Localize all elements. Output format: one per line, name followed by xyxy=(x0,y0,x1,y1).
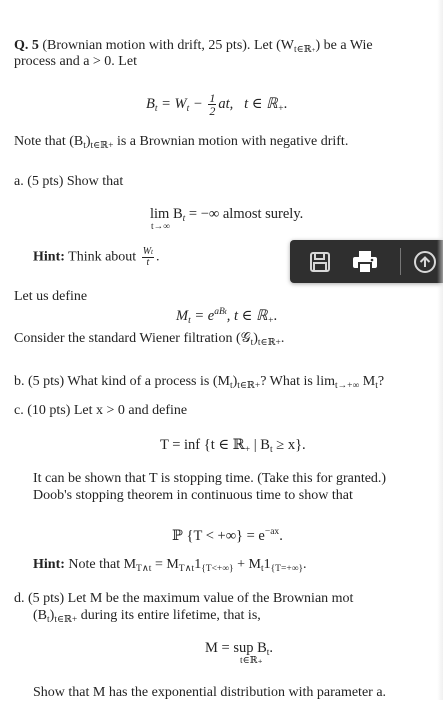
question-heading: Q. 5 (Brownian motion with drift, 25 pts). Let $(W_{t\in ℝ+})$ be a Wie xyxy=(14,38,373,55)
part-c-hint: Hint: Note that $M_{T\wedge t} = M_{T\wedge t}1_{\{T<+\infty\}} + M_t1_{\{T=+\infty\}}$. xyxy=(33,557,307,574)
fraction-one-half: $\frac{1}{2}$ xyxy=(209,91,216,118)
print-icon xyxy=(352,250,378,274)
limit-subscript: t→∞ xyxy=(151,222,170,232)
part-c-line2: Doob's stopping theorem in continuous time to show that xyxy=(33,488,353,503)
equation-t-def: T = inf {t ∈ ℝ$_+$ | $B_t \ge x$}. xyxy=(160,437,306,455)
question-line-2: process and a > 0. Let xyxy=(14,54,137,69)
filtration-line: Consider the standard Wiener filtration $(𝒢_t)_{t\in ℝ+}$. xyxy=(14,331,285,348)
part-d-line1: d. (5 pts) Let M be the maximum value of the Brownian mot xyxy=(14,591,354,606)
equation-sup: M = sup $B_t$. xyxy=(205,640,274,658)
print-button[interactable] xyxy=(347,240,383,283)
note-line: Note that $(B_t)_{t\in ℝ+}$ is a Brownian motion with negative drift. xyxy=(14,134,349,151)
part-a-hint: Hint: Think about $\frac{Wt}{t}$ . xyxy=(33,246,160,268)
equation-prob: ℙ {T < +∞} = $e^{-ax}$. xyxy=(172,527,283,544)
part-d-line2: $(B_t)_{t\in ℝ+}$ during its entire lifetime, that is, xyxy=(33,608,261,625)
upload-button[interactable] xyxy=(410,240,440,283)
equation-m-def: $M_t = e^{aBt}$, t ∈ ℝ$_+$. xyxy=(176,307,278,326)
page-edge xyxy=(437,0,443,700)
toolbar-separator xyxy=(400,248,401,275)
part-c-line1: It can be shown that T is stopping time. (Take this for granted.) xyxy=(33,471,387,486)
equation-limit: $\lim B_t$ = −∞ almost surely. xyxy=(150,206,304,224)
upload-icon xyxy=(413,250,437,274)
part-c-label: c. (10 pts) Let x > 0 and define xyxy=(14,403,188,418)
part-b: b. (5 pts) What kind of a process is $(M_t)_{t\in ℝ+}$? What is $\lim_{t\to+\infty} M_t$? xyxy=(14,374,385,391)
save-icon xyxy=(309,251,331,273)
part-d-last: Show that M has the exponential distribution with parameter a. xyxy=(33,685,387,700)
part-a-label: a. (5 pts) Show that xyxy=(14,174,124,189)
sup-subscript: t∈ℝ₊ xyxy=(240,656,263,666)
let-define: Let us define xyxy=(14,289,88,304)
save-button[interactable] xyxy=(305,240,335,283)
equation-b-def: $B_t = W_t$ − $\frac{1}{2}$ at, t ∈ ℝ$_+$. xyxy=(146,91,288,118)
